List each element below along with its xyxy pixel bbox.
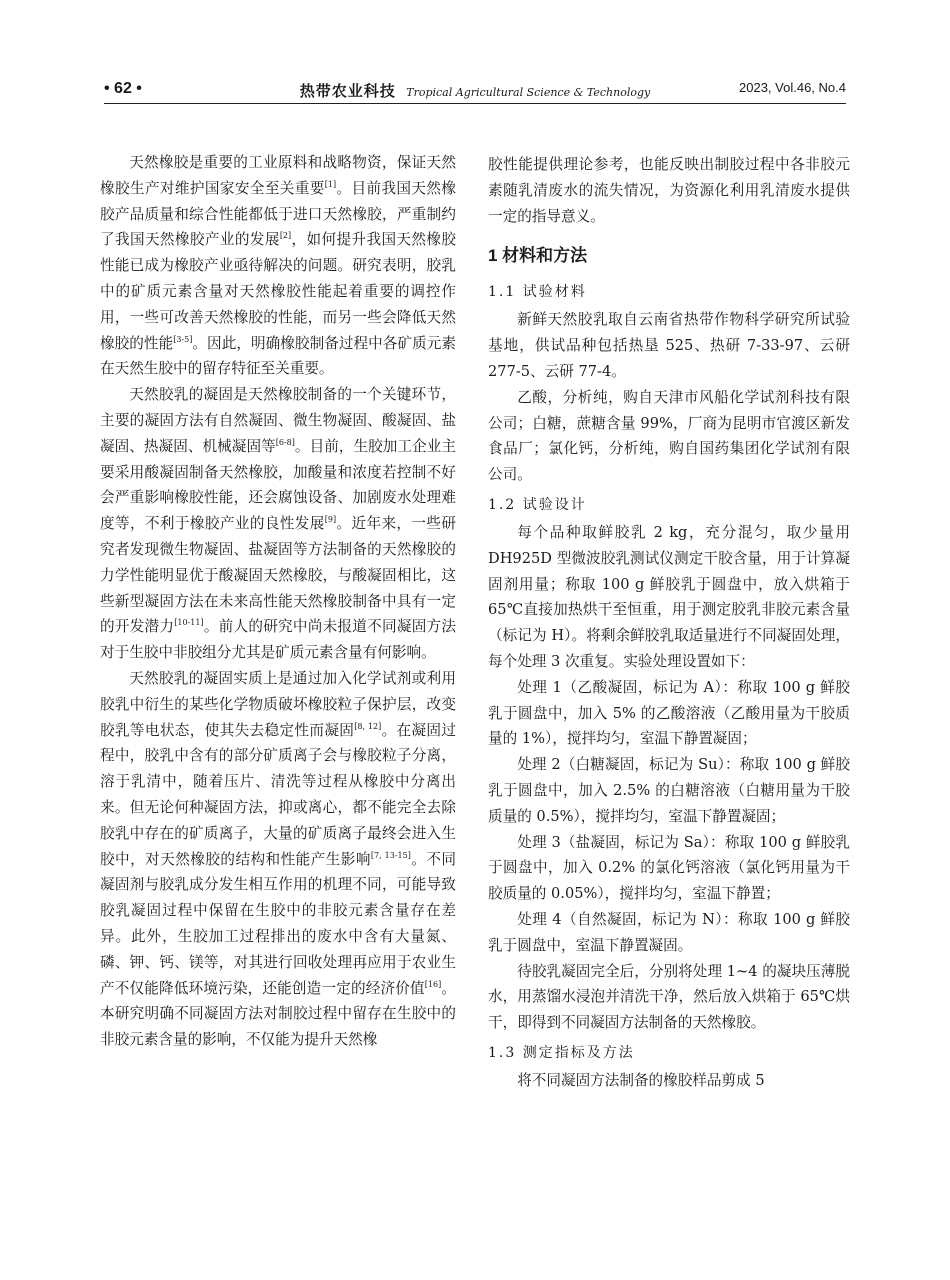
paragraph-intro-1: 天然橡胶是重要的工业原料和战略物资，保证天然橡胶生产对维护国家安全至关重要[1]。目前我国天然橡胶产品质量和综合性能都低于进口天然橡胶，严重制约了我国天然橡胶产业的发展[2]，如何提升我国天然橡胶性能已成为橡胶产业亟待解决的问题。研究表明，胶乳中的矿质元素含量对天然橡胶性能起着重要的调控作用，一些可改善天然橡胶的性能，而另一些会降低天然橡胶的性能[3-5]。因此，明确橡胶制备过程中各矿质元素在天然生胶中的留存特征至关重要。: [100, 154, 456, 378]
paragraph-intro-3: 天然胶乳的凝固实质上是通过加入化学试剂或利用胶乳中衍生的某些化学物质破坏橡胶粒子保护层，改变胶乳等电状态，使其失去稳定性而凝固[8, 12]。在凝固过程中，胶乳中含有的部分矿质离子会与橡胶粒子分离，溶于乳清中，随着压片、清洗等过程从橡胶中分离出来。但无论何种凝固方法，抑或离心，都不能完全去除胶乳中存在的矿质离子，大量的矿质离子最终会进入生胶中，对天然橡胶的结构和性能产生影响[7, 13-15]。不同凝固剂与胶乳成分发生相互作用的机理不同，可能导致胶乳凝固过程中保留在生胶中的非胶元素含量存在差异。此外，生胶加工过程排出的废水中含有大量氮、磷、钾、钙、镁等，对其进行回收处理再应用于农业生产不仅能降低环境污染，还能创造一定的经济价值[16]。本研究明确不同凝固方法对制胶过程中留存在生胶中的非胶元素含量的影响，不仅能为提升天然橡: [100, 669, 456, 1049]
paragraph-treatment-4: 处理 4（自然凝固，标记为 N）：称取 100 g 鲜胶乳于圆盘中，室温下静置凝固。: [488, 910, 850, 954]
paragraph-treatment-1: 处理 1（乙酸凝固，标记为 A）：称取 100 g 鲜胶乳于圆盘中，加入 5% 的乙酸溶液（乙酸用量为干胶质量的 1%），搅拌均匀，室温下静置凝固；: [488, 678, 850, 748]
paragraph-treatment-2: 处理 2（白糖凝固，标记为 Su）：称取 100 g 鲜胶乳于圆盘中，加入 2.5% 的白糖溶液（白糖用量为干胶质量的 0.5%），搅拌均匀，室温下静置凝固；: [488, 756, 850, 825]
paragraph-materials-latex: 新鲜天然胶乳取自云南省热带作物科学研究所试验基地，供试品种包括热垦 525、热研 7-33-97、云研 277-5、云研 77-4。: [488, 311, 850, 380]
journal-title-cn: 热带农业科技: [299, 82, 396, 100]
section-heading-materials-methods: 1 材料和方法: [488, 246, 588, 266]
paragraph-measurement: 将不同凝固方法制备的橡胶样品剪成 5: [517, 1071, 765, 1089]
paragraph-design: 每个品种取鲜胶乳 2 kg，充分混匀，取少量用 DH925D 型微波胶乳测试仪测定干胶含量，用于计算凝固剂用量；称取 100 g 鲜胶乳于圆盘中，放入烘箱于 65℃直接加热烘干至恒重，用于测定胶乳非胶元素含量（标记为 H）。将剩余鲜胶乳取适量进行不同凝固处理，每个处理 3 次重复。实验处理设置如下：: [488, 523, 850, 670]
paragraph-intro-continued: 胶性能提供理论参考，也能反映出制胶过程中各非胶元素随乳清废水的流失情况，为资源化利用乳清废水提供一定的指导意义。: [488, 156, 850, 225]
journal-title-en: Tropical Agricultural Science & Technology: [406, 86, 651, 99]
subsection-heading-1-1: 1.1 试验材料: [488, 284, 587, 301]
running-header: [104, 74, 846, 104]
paragraph-after-coagulation: 待胶乳凝固完全后，分别将处理 1~4 的凝块压薄脱水，用蒸馏水浸泡并清洗干净，然后放入烘箱于 65℃烘干，即得到不同凝固方法制备的天然橡胶。: [488, 962, 850, 1032]
header-rule: [104, 103, 846, 104]
volume-info: 2023, Vol.46, No.4: [739, 80, 846, 95]
paragraph-treatment-3: 处理 3（盐凝固，标记为 Sa）：称取 100 g 鲜胶乳于圆盘中，加入 0.2% 的氯化钙溶液（氯化钙用量为干胶质量的 0.05%），搅拌均匀，室温下静置；: [488, 833, 850, 903]
paragraph-intro-2: 天然胶乳的凝固是天然橡胶制备的一个关键环节，主要的凝固方法有自然凝固、微生物凝固、酸凝固、盐凝固、热凝固、机械凝固等[6-8]。目前，生胶加工企业主要采用酸凝固制备天然橡胶，加酸量和浓度若控制不好会严重影响橡胶性能，还会腐蚀设备、加剧废水处理难度等，不利于橡胶产业的良性发展[9]。近年来，一些研究者发现微生物凝固、盐凝固等方法制备的天然橡胶的力学性能明显优于酸凝固天然橡胶，与酸凝固相比，这些新型凝固方法在未来高性能天然橡胶制备中具有一定的开发潜力[10-11]。前人的研究中尚未报道不同凝固方法对于生胶中非胶组分尤其是矿质元素含量有何影响。: [100, 386, 456, 662]
subsection-heading-1-2: 1.2 试验设计: [488, 496, 587, 513]
right-column: [488, 152, 850, 1094]
paragraph-materials-reagents: 乙酸，分析纯，购自天津市风船化学试剂科技有限公司；白糖，蔗糖含量 99%，厂商为昆明市官渡区新发食品厂；氯化钙，分析纯，购自国药集团化学试剂有限公司。: [488, 388, 850, 484]
page-number: • 62 •: [104, 80, 142, 97]
left-column: [100, 150, 456, 1053]
journal-title: [104, 80, 846, 101]
subsection-heading-1-3: 1.3 测定指标及方法: [488, 1044, 635, 1061]
